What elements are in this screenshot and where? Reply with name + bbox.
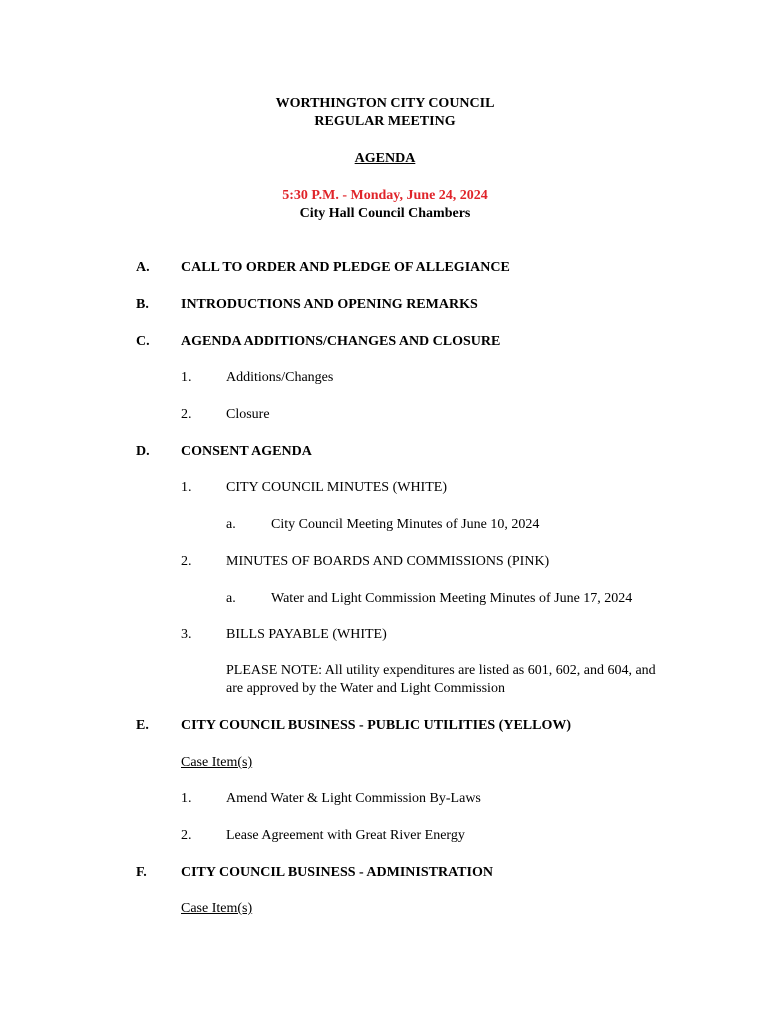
section-f-letter: F.	[136, 865, 147, 880]
section-a-title: CALL TO ORDER AND PLEDGE OF ALLEGIANCE	[181, 260, 510, 275]
section-a-letter: A.	[136, 260, 150, 275]
section-d-letter: D.	[136, 444, 150, 459]
c-item-2-num: 2.	[181, 407, 192, 422]
d-item-2-text: MINUTES OF BOARDS AND COMMISSIONS (PINK)	[226, 554, 550, 569]
section-d-title: CONSENT AGENDA	[181, 444, 312, 459]
d-item-1-sub-letter: a.	[226, 517, 236, 532]
d-item-3-num: 3.	[181, 627, 192, 642]
d-item-1-text: CITY COUNCIL MINUTES (WHITE)	[226, 480, 447, 495]
doc-title: AGENDA	[354, 151, 416, 166]
org-title: WORTHINGTON CITY COUNCIL	[275, 96, 495, 111]
d-item-1-sub-text: City Council Meeting Minutes of June 10, 2024	[271, 517, 540, 532]
c-item-1-num: 1.	[181, 370, 192, 385]
section-e-title: CITY COUNCIL BUSINESS - PUBLIC UTILITIES (YELLOW)	[181, 718, 572, 733]
section-f-title: CITY COUNCIL BUSINESS - ADMINISTRATION	[181, 865, 493, 880]
e-item-2-num: 2.	[181, 828, 192, 843]
d-item-3-note-line1: PLEASE NOTE: All utility expenditures are listed as 601, 602, and 604, and	[226, 663, 656, 678]
section-b-letter: B.	[136, 297, 149, 312]
d-item-2-num: 2.	[181, 554, 192, 569]
meeting-location: City Hall Council Chambers	[299, 206, 471, 221]
d-item-2-sub-letter: a.	[226, 591, 236, 606]
section-c-title: AGENDA ADDITIONS/CHANGES AND CLOSURE	[181, 334, 501, 349]
d-item-1-num: 1.	[181, 480, 192, 495]
c-item-1-text: Additions/Changes	[226, 370, 334, 385]
meeting-type: REGULAR MEETING	[314, 114, 456, 129]
d-item-2-sub-text: Water and Light Commission Meeting Minutes of June 17, 2024	[271, 591, 633, 606]
meeting-datetime: 5:30 P.M. - Monday, June 24, 2024	[282, 188, 488, 203]
d-item-3-text: BILLS PAYABLE (WHITE)	[226, 627, 387, 642]
e-item-1-text: Amend Water & Light Commission By-Laws	[226, 791, 481, 806]
d-item-3-note-line2: are approved by the Water and Light Commission	[226, 681, 505, 696]
c-item-2-text: Closure	[226, 407, 270, 422]
e-case-items-label: Case Item(s)	[181, 755, 253, 770]
section-c-letter: C.	[136, 334, 150, 349]
e-item-2-text: Lease Agreement with Great River Energy	[226, 828, 465, 843]
e-item-1-num: 1.	[181, 791, 192, 806]
f-case-items-label: Case Item(s)	[181, 901, 253, 916]
section-e-letter: E.	[136, 718, 149, 733]
section-b-title: INTRODUCTIONS AND OPENING REMARKS	[181, 297, 478, 312]
